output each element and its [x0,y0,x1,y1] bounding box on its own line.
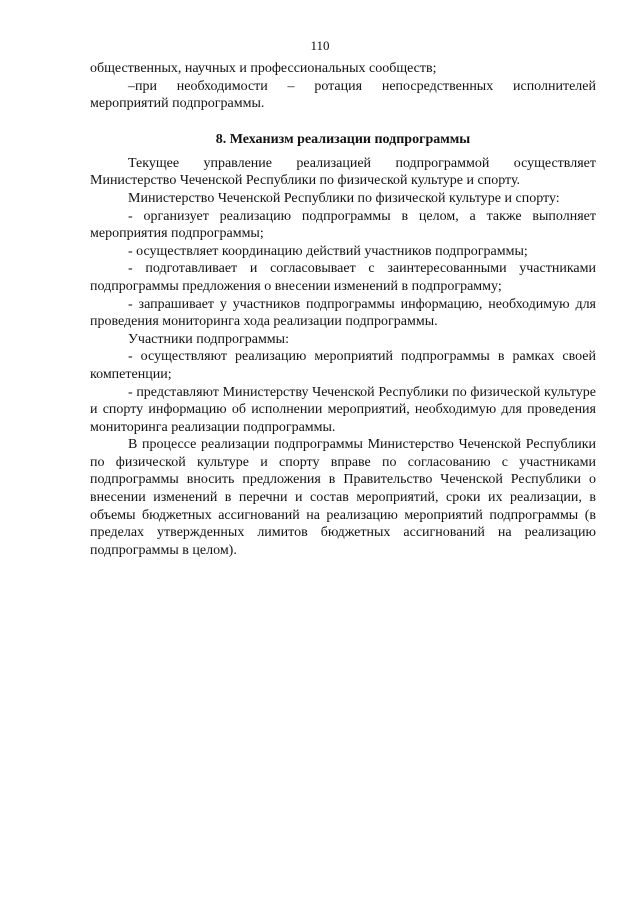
paragraph: Участники подпрограммы: [128,331,289,347]
list-item: - подготавливает и согласовывает с заинтересованными участниками подпрограммы предложения о внесении изменений в подпрограмму; [90,261,596,294]
intro-line-1: общественных, научных и профессиональных сообществ; [90,61,437,76]
paragraph: В процессе реализации подпрограммы Министерство Чеченской Республики по физической культуре и спорту вправе по согласованию с участниками подпрограммы вносить предложения в Правительство Чеченской Республики о внесении изменений в перечни и состав мероприятий, сроки их реализации, в объемы бюджетных ассигнований на реализацию мероприятий подпрограммы (в пределах утвержденных лимитов бюджетных ассигнований на реализацию подпрограммы в целом). [90,437,596,558]
list-item: - осуществляют реализацию мероприятий подпрограммы в рамках своей компетенции; [90,349,596,382]
page-number: 110 [310,38,330,53]
section-title: 8. Механизм реализации подпрограммы [215,131,471,147]
list-item: - организует реализацию подпрограммы в целом, а также выполняет мероприятия подпрограммы; [90,208,596,242]
document-body [90,60,596,559]
paragraph: Текущее управление реализацией подпрограммой осуществляет Министерство Чеченской Республики по физической культуре и спорту. [90,155,596,189]
intro-line-2: –при необходимости – ротация непосредственных исполнителей мероприятий подпрограммы. [90,78,596,112]
paragraph: Министерство Чеченской Республики по физической культуре и спорту: [128,190,560,206]
list-item: - запрашивает у участников подпрограммы информацию, необходимую для проведения мониторинга хода реализации подпрограммы. [90,296,596,330]
list-item: - представляют Министерству Чеченской Республики по физической культуре и спорту информацию об исполнении мероприятий, необходимую для проведения мониторинга реализации подпрограммы. [90,384,596,435]
list-item: - осуществляет координацию действий участников подпрограммы; [128,243,528,259]
